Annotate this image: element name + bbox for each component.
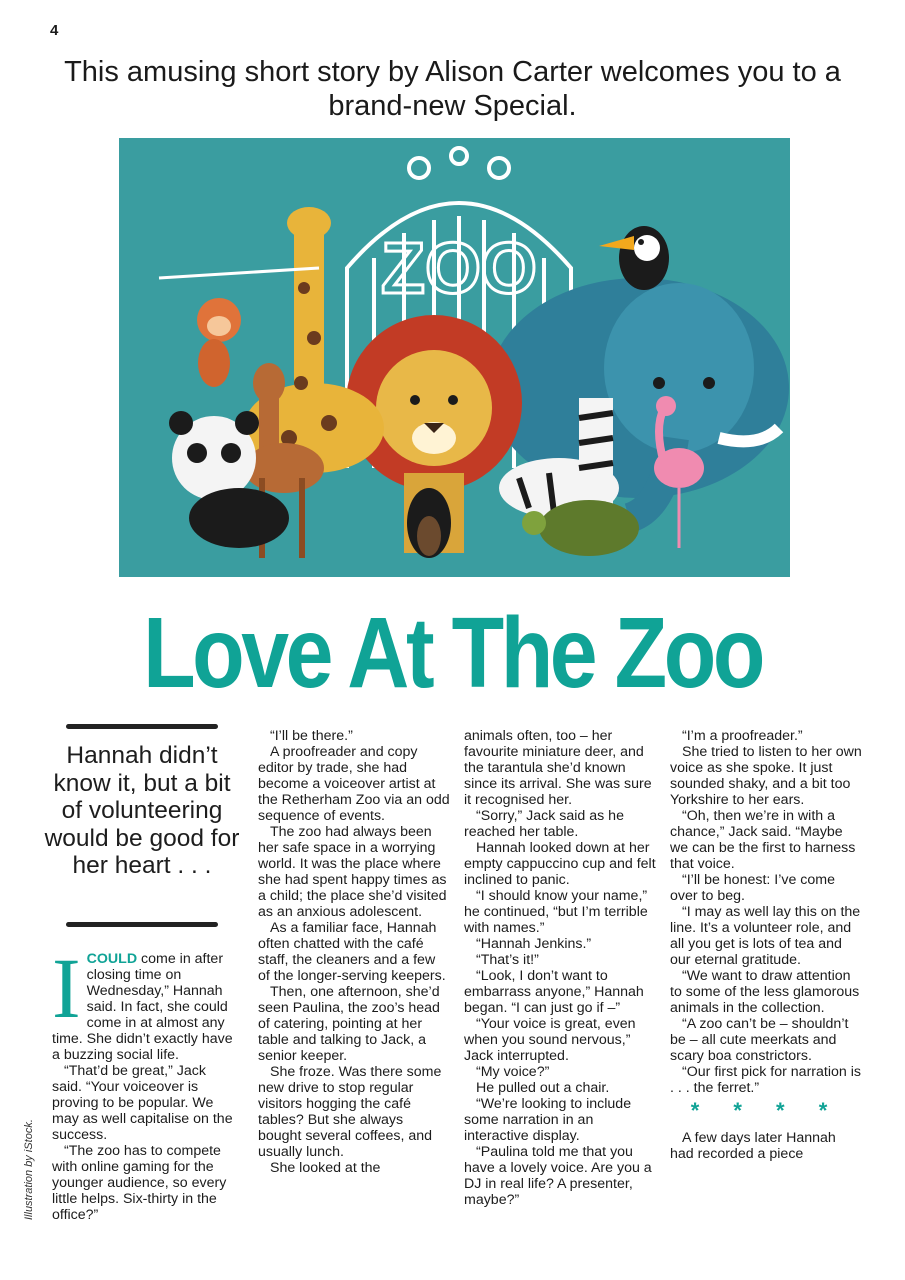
gate-sign: ZOO: [381, 229, 537, 309]
paragraph: As a familiar face, Hannah often chatted with the café staff, the cleaners and a few of the longer-serving keepers.: [258, 920, 446, 984]
paragraph: “Paulina told me that you have a lovely voice. Are you a DJ in real life? A presenter, maybe?”: [464, 1144, 652, 1208]
pullquote: Hannah didn’t know it, but a bit of volunteering would be good for her heart . . .: [44, 742, 240, 879]
paragraph: “I’ll be there.”: [270, 728, 353, 744]
paragraph: “Hannah Jenkins.”: [476, 936, 592, 952]
story-column-3: [464, 728, 656, 1208]
paragraph: “Sorry,” Jack said as he reached her table.: [464, 808, 624, 840]
pullquote-rule-top: [66, 724, 218, 729]
paragraph: “Oh, then we’re in with a chance,” Jack said. “Maybe we can be the first to harness that voice.: [670, 808, 856, 872]
story-column-1: [52, 940, 238, 1223]
paragraph: “Look, I don’t want to embarrass anyone,” Hannah began. “I can just go if –”: [464, 968, 644, 1016]
paragraph: A proofreader and copy editor by trade, she had become a voiceover artist at the Retherham Zoo via an odd sequence of events.: [258, 744, 450, 824]
paragraph: “We want to draw attention to some of the less glamorous animals in the collection.: [670, 968, 860, 1016]
story-headline: Love At The Zoo: [143, 597, 762, 709]
pullquote-rule-bottom: [66, 922, 218, 927]
paragraph: Hannah looked down at her empty cappuccino cup and felt inclined to panic.: [464, 840, 656, 888]
paragraph: “My voice?”: [476, 1064, 550, 1080]
paragraph: She looked at the: [270, 1160, 381, 1176]
paragraph: come in after closing time on Wednesday,” Hannah said. In fact, she could come in at almost any time. She didn’t exactly have a buzzing social life.: [52, 951, 233, 1063]
story-opening-paragraph: [52, 940, 238, 1063]
paragraph: “That’s it!”: [476, 952, 539, 968]
page-number: 4: [50, 22, 59, 39]
paragraph: He pulled out a chair.: [476, 1080, 610, 1096]
paragraph: “I may as well lay this on the line. It’s a volunteer role, and all you get is lots of tea and our eternal gratitude.: [670, 904, 861, 968]
drop-cap: I: [52, 940, 81, 1036]
paragraph: “I’m a proofreader.”: [682, 728, 803, 744]
paragraph: “That’d be great,” Jack said. “Your voiceover is proving to be popular. We may as well capitalise on the success.: [52, 1063, 233, 1143]
story-column-4: [670, 728, 862, 1162]
lead-word: COULD: [86, 951, 138, 967]
section-separator: * * * *: [690, 1098, 842, 1123]
paragraph: “I should know your name,” he continued, “but I’m terrible with names.”: [464, 888, 648, 936]
paragraph: “I’ll be honest: I’ve come over to beg.: [670, 872, 835, 904]
paragraph: “A zoo can’t be – shouldn’t be – all cute meerkats and scary boa constrictors.: [670, 1016, 849, 1064]
paragraph: “Your voice is great, even when you sound nervous,” Jack interrupted.: [464, 1016, 636, 1064]
paragraph: A few days later Hannah had recorded a piece: [670, 1130, 836, 1162]
paragraph: “The zoo has to compete with online gaming for the younger audience, so every little helps. Six-thirty in the office?”: [52, 1143, 227, 1223]
illustration-credit: Illustration by iStock.: [23, 1119, 35, 1220]
paragraph: “We’re looking to include some narration in an interactive display.: [464, 1096, 632, 1144]
paragraph: She tried to listen to her own voice as she spoke. It just sounded shaky, and a bit too Yorkshire to her ears.: [670, 744, 862, 808]
paragraph: She froze. Was there some new drive to stop regular visitors hogging the café tables? But she always bought several coffees, and usually lunch.: [258, 1064, 442, 1160]
paragraph: Then, one afternoon, she’d seen Paulina, the zoo’s head of catering, pointing at her table and talking to Jack, a senior keeper.: [258, 984, 440, 1064]
paragraph: animals often, too – her favourite miniature deer, and the tarantula she’d known since its arrival. She was sure it recognised her.: [464, 728, 652, 808]
zoo-illustration: [119, 138, 790, 577]
story-column-2: [258, 728, 450, 1176]
intro-standfirst: This amusing short story by Alison Carter welcomes you to a brand-new Special.: [64, 56, 841, 122]
paragraph: The zoo had always been her safe space in a worrying world. It was the place where she had spent happy times as a child; the place she’d visited as an anxious adolescent.: [258, 824, 447, 920]
penguin: [407, 488, 451, 558]
paragraph: “Our first pick for narration is . . . the ferret.”: [670, 1064, 861, 1096]
